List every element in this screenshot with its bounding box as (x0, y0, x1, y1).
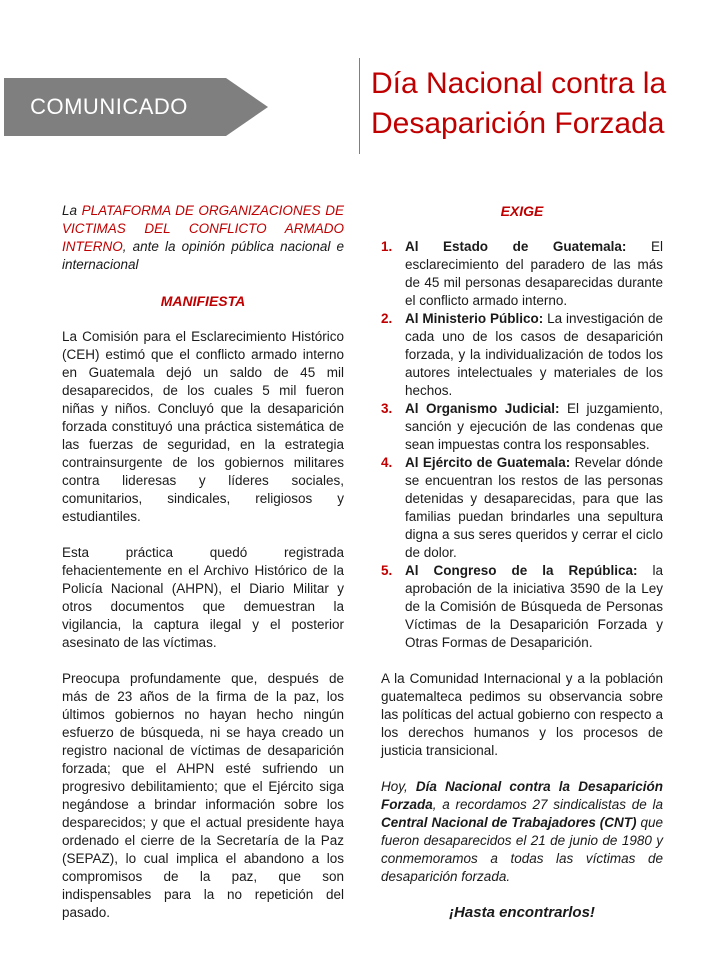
demand-lead: Al Congreso de la República: (405, 563, 638, 578)
demand-lead: Al Estado de Guatemala: (405, 239, 627, 254)
intro-prefix: La (62, 203, 82, 218)
demands-list (381, 238, 663, 652)
demand-number: 5. (381, 563, 393, 578)
demand-item (381, 454, 663, 562)
demand-text: Revelar dónde se encuentran los restos de las personas detenidas y desaparecidas, para que las familias puedan brindarles una sepultura digna a sus seres queridos y cerrar el ciclo de dolor. (405, 455, 663, 560)
exige-heading: EXIGE (500, 203, 544, 219)
demand-item (381, 238, 663, 310)
demand-text: la aprobación de la iniciativa 3590 de la Ley de la Comisión de Búsqueda de Personas Víctimas de la Desaparición Forzada y Otras Formas de Desaparición. (405, 563, 663, 650)
hoy-paragraph (381, 778, 663, 886)
manifiesta-paragraph-2: Esta práctica quedó registrada fehacientemente en el Archivo Histórico de la Policía Nacional (AHPN), el Diario Militar y otros documentos que demuestran la vigilancia, la captura ilegal y el posterior asesinato de las víctimas. (62, 545, 344, 650)
right-column (381, 202, 663, 922)
demand-number: 1. (381, 239, 393, 254)
demand-text: La investigación de cada uno de los casos de desaparición forzada, y la individualización de todos los autores intelectuales y materiales de los hechos. (405, 311, 663, 398)
title-line-1: Día Nacional contra la (371, 67, 667, 100)
hoy-middle: , a recordamos 27 sindicalistas de la (432, 797, 663, 812)
demand-item (381, 400, 663, 454)
demand-lead: Al Ministerio Público: (405, 311, 544, 326)
intro-suffix: , ante la opinión pública nacional e internacional (62, 239, 344, 272)
hoy-day-name: Día Nacional contra la Desaparición Forzada (381, 779, 663, 812)
manifiesta-paragraph-3: Preocupa profundamente que, después de más de 23 años de la firma de la paz, los últimos gobiernos no hayan hecho ningún esfuerzo de búsqueda, ni se haya creado un registro nacional de víctimas de desaparición forzada; que el AHPN esté sufriendo un progresivo debilitamiento; que el Ejército siga negándose a brindar información sobre los desparecidos; y que el actual presidente haya ordenado el cierre de la Secretaría de la Paz (SEPAZ), lo cual implica el abandono a los compromisos de la paz, que son indispensables para la no repetición del pasado. (62, 671, 344, 920)
intro-paragraph (62, 202, 344, 274)
hoy-prefix: Hoy, (381, 779, 416, 794)
manifiesta-heading: MANIFIESTA (160, 293, 246, 309)
hoy-cnt: Central Nacional de Trabajadores (CNT) (381, 815, 637, 830)
header-divider (359, 58, 360, 154)
demand-number: 2. (381, 311, 393, 326)
banner-label: COMUNICADO (30, 94, 188, 119)
page-title (371, 64, 716, 144)
demand-item (381, 310, 663, 400)
closing-slogan: ¡Hasta encontrarlos! (449, 904, 595, 921)
manifiesta-paragraph-1: La Comisión para el Esclarecimiento Histórico (CEH) estimó que el conflicto armado interno en Guatemala dejó un saldo de 45 mil desaparecidos, de los cuales 5 mil fueron niñas y niños. Concluyó que la desaparición forzada constituyó una práctica sistemática de las fuerzas de seguridad, en la estrategia contrainsurgente de los gobiernos militares contra lideresas y líderes sociales, comunitarios, sindicales, religiosos y estudiantiles. (62, 329, 344, 524)
intro-organization: PLATAFORMA DE ORGANIZACIONES DE VICTIMAS DEL CONFLICTO ARMADO INTERNO (62, 203, 344, 254)
demand-lead: Al Ejército de Guatemala: (405, 455, 571, 470)
demand-number: 4. (381, 455, 393, 470)
demand-text: El esclarecimiento del paradero de las más de 45 mil personas desaparecidas durante el conflicto armado interno. (405, 239, 663, 308)
demand-item (381, 562, 663, 652)
demand-text: El juzgamiento, sanción y ejecución de las condenas que sean impuestas contra los responsables. (405, 401, 663, 452)
international-paragraph: A la Comunidad Internacional y a la población guatemalteca pedimos su observancia sobre las políticas del actual gobierno con respecto a los derechos humanos y los procesos de justicia transicional. (381, 671, 663, 758)
title-line-2: Desaparición Forzada (371, 107, 665, 140)
banner-arrow-tip (226, 78, 268, 136)
demand-number: 3. (381, 401, 393, 416)
left-column (62, 202, 344, 922)
hoy-suffix: que fueron desaparecidos el 21 de junio de 1980 y conmemoramos a todas las víctimas de desaparición forzada. (381, 815, 664, 884)
demand-lead: Al Organismo Judicial: (405, 401, 560, 416)
